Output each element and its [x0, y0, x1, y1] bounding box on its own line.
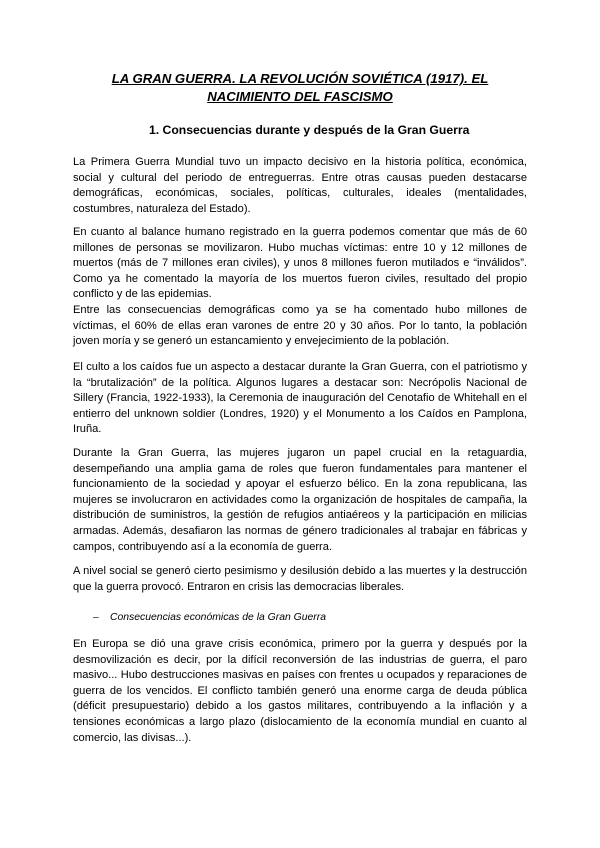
paragraph-fallen-cult: El culto a los caídos fue un aspecto a destacar durante la Gran Guerra, con el patriotismo y la “brutalización” de la política. Algunos lugares a destacar son: Necrópolis Nacional de Sillery (Francia, 1922-1933), la Ceremonia de inauguración del Cenotafio de Whitehall en el entierro del unknown soldier (Londres, 1920) y el Monumento a los Caídos en Pamplona, Iruña.	[73, 361, 527, 436]
paragraph-women-role: Durante la Gran Guerra, las mujeres jugaron un papel crucial en la retaguardia, desempeñando una amplia gama de roles que fueron fundamentales para mantener el funcionamiento de la sociedad y apoyar el esfuerzo bélico. En la zona republicana, las mujeres se involucraron en actividades como la organización de hospitales de campaña, la distribución de suministros, la gestión de refugios antiaéreos y la participación en milicias armadas. Además, desafiaron las normas de género tradicionales al trabajar en fábricas y campos, contribuyendo así a la economía de guerra.	[73, 447, 527, 553]
paragraph-human-balance: En cuanto al balance humano registrado en la guerra podemos comentar que más de 60 millones de personas se movilizaron. Hubo muchas víctimas: entre 10 y 12 millones de muertos (más de 7 millones eran civiles), y unos 8 millones fueron mutilados e “inválidos”. Como ya he comentado la mayoría de los muertos fueron civiles, resultado del propio conflicto y de las epidemias. Entre las consecuencias demográficas como ya se ha comentado hubo millones de víctimas, el 60% de ellas eran varones de entre 20 y 30 años. Por lo tanto, la población joven moría y se generó un estancamiento y envejecimiento de la población.	[73, 226, 527, 348]
paragraph-intro: La Primera Guerra Mundial tuvo un impacto decisivo en la historia política, económica, social y cultural del periodo de entreguerras. Entre otras causas pueden destacarse demográficas, económicas, sociales, políticas, culturales, ideales (mentalidades, costumbres, naturaleza del Estado).	[73, 156, 527, 215]
paragraph-economic-crisis: En Europa se dió una grave crisis económica, primero por la guerra y después por la desmovilización es decir, por la difícil reconversión de las industrias de guerra, el paro masivo... Hubo destrucciones masivas en países con frentes u ocupados y reparaciones de guerra de los vencidos. El conflicto también generó una enorme carga de deuda pública (déficit presupuestario) debido a los gastos militares, contribuyendo a la inflación y a tensiones económicas a largo plazo (dislocamiento de la economía mundial en cuanto al comercio, las divisas...).	[73, 638, 527, 744]
subheading-economic-consequences	[93, 612, 326, 623]
section-heading: 1. Consecuencias durante y después de la Gran Guerra	[149, 123, 470, 137]
paragraph-social-pessimism: A nivel social se generó cierto pesimismo y desilusión debido a las muertes y la destrucción que la guerra provocó. Entraron en crisis las democracias liberales.	[73, 565, 527, 593]
subheading-text: Consecuencias económicas de la Gran Guerra	[110, 612, 327, 623]
document-title: LA GRAN GUERRA. LA REVOLUCIÓN SOVIÉTICA (1917). EL NACIMIENTO DEL FASCISMO	[111, 71, 489, 104]
bullet-dash: –	[93, 612, 99, 623]
